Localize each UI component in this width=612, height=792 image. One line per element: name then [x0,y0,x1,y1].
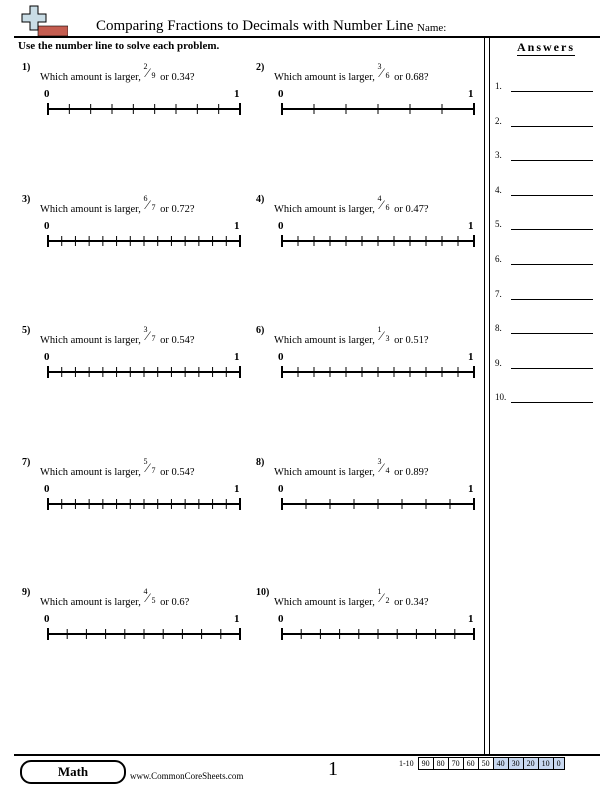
answer-number: 5. [495,219,502,230]
score-cell: 50 [478,758,493,770]
problem-3 [18,194,248,274]
fraction-numerator: 2 [143,62,148,71]
fraction-slash: ⁄ [380,197,383,212]
answer-slot-1 [495,79,595,93]
page-number: 1 [328,758,338,780]
fraction-numerator: 1 [377,325,382,334]
problem-number: 3) [22,194,31,205]
fraction [143,325,157,345]
question-text [40,62,195,83]
number-line-start-label: 0 [44,483,50,495]
answer-line[interactable] [511,333,593,334]
answer-column-divider [484,36,490,754]
header-divider [14,36,600,38]
answer-number: 8. [495,323,502,334]
fraction [143,457,157,477]
question-text [40,194,195,215]
connector-text: or [394,204,403,215]
question-text [274,62,429,83]
fraction-numerator: 1 [377,587,382,596]
fraction [377,325,391,345]
fraction-slash: ⁄ [146,328,149,343]
number-line [46,234,242,250]
number-line-end-label: 1 [234,351,240,363]
number-line [280,102,476,118]
score-cell: 20 [523,758,538,770]
problem-8 [252,457,482,537]
number-line-start-label: 0 [278,351,284,363]
fraction-denominator: 6 [385,203,390,212]
fraction-denominator: 3 [385,334,390,343]
fraction-slash: ⁄ [380,460,383,475]
connector-text: or [160,72,169,83]
fraction-slash: ⁄ [380,590,383,605]
connector-text: or [394,335,403,346]
answers-title: Answers [517,40,575,54]
problem-number: 4) [256,194,265,205]
number-line [46,497,242,513]
answer-line[interactable] [511,126,593,127]
answer-line[interactable] [511,160,593,161]
question-prefix: Which amount is larger, [274,72,375,83]
number-line [46,365,242,381]
answer-slot-8 [495,321,595,335]
question-text [40,325,195,346]
answer-number: 1. [495,81,502,91]
question-prefix: Which amount is larger, [40,335,141,346]
connector-text: or [394,72,403,83]
fraction-slash: ⁄ [380,328,383,343]
answer-slot-2 [495,114,595,128]
connector-text: or [160,467,169,478]
problem-10 [252,587,482,667]
problem-5 [18,325,248,405]
fraction-numerator: 5 [143,457,148,466]
fraction-denominator: 2 [385,596,390,605]
problem-number: 10) [256,587,270,598]
problem-number: 7) [22,457,31,468]
number-line-start-label: 0 [44,220,50,232]
fraction-denominator: 5 [151,596,156,605]
connector-text: or [160,335,169,346]
answer-slot-6 [495,252,595,266]
problem-6 [252,325,482,405]
number-line-start-label: 0 [278,613,284,625]
question-prefix: Which amount is larger, [40,204,141,215]
number-line-start-label: 0 [44,613,50,625]
fraction-slash: ⁄ [146,65,149,80]
fraction [143,62,157,82]
answer-line[interactable] [511,91,593,92]
problem-2 [252,62,482,142]
answer-slot-10 [495,390,595,404]
number-line [280,497,476,513]
number-line-start-label: 0 [278,483,284,495]
site-link[interactable]: www.CommonCoreSheets.com [130,771,244,781]
number-line [46,102,242,118]
connector-text: or [160,204,169,215]
fraction [143,587,157,607]
number-line [280,365,476,381]
answer-number: 7. [495,288,502,299]
question-prefix: Which amount is larger, [40,597,141,608]
fraction-numerator: 3 [377,62,382,71]
score-cell: 70 [448,758,463,770]
fraction-denominator: 9 [151,71,156,80]
fraction-denominator: 7 [151,203,156,212]
answer-number: 4. [495,184,502,195]
number-line-end-label: 1 [468,483,474,495]
decimal-value: 0.51? [405,335,429,346]
score-range: 1-10 [399,759,414,768]
decimal-value: 0.72? [171,204,195,215]
answer-number: 2. [495,115,502,126]
decimal-value: 0.6? [171,597,190,608]
problem-number: 9) [22,587,31,598]
question-prefix: Which amount is larger, [274,467,375,478]
answer-number: 6. [495,254,502,264]
fraction [377,457,391,477]
number-line-end-label: 1 [234,483,240,495]
number-line-end-label: 1 [234,613,240,625]
problem-1 [18,62,248,142]
fraction-numerator: 6 [143,194,148,203]
number-line-start-label: 0 [44,88,50,100]
subject-badge: Math [20,760,126,784]
name-label: Name: [417,22,447,34]
fraction-slash: ⁄ [380,65,383,80]
answer-slot-7 [495,287,595,301]
question-prefix: Which amount is larger, [274,204,375,215]
number-line-end-label: 1 [468,613,474,625]
plus-crayon-logo-icon [18,4,68,38]
fraction [377,62,391,82]
connector-text: or [394,597,403,608]
question-text [40,587,190,608]
decimal-value: 0.68? [405,72,429,83]
number-line [280,234,476,250]
number-line-start-label: 0 [44,351,50,363]
number-line [280,627,476,643]
number-line-end-label: 1 [234,88,240,100]
connector-text: or [160,597,169,608]
answer-slot-9 [495,356,595,370]
decimal-value: 0.89? [405,467,429,478]
answer-line[interactable] [511,402,593,403]
question-prefix: Which amount is larger, [274,597,375,608]
fraction [377,587,391,607]
problem-9 [18,587,248,667]
question-text [274,325,429,346]
page-title: Comparing Fractions to Decimals with Number Line [96,18,414,34]
fraction-slash: ⁄ [146,460,149,475]
number-line-start-label: 0 [278,220,284,232]
answer-line[interactable] [511,264,593,265]
problem-number: 2) [256,62,265,73]
answer-slot-5 [495,217,595,231]
fraction-numerator: 3 [143,325,148,334]
fraction-denominator: 4 [385,466,390,475]
fraction-denominator: 7 [151,466,156,475]
connector-text: or [394,467,403,478]
instructions: Use the number line to solve each problem. [18,40,220,52]
score-cell: 10 [538,758,553,770]
fraction-numerator: 4 [377,194,382,203]
answer-line[interactable] [511,299,593,300]
problem-number: 5) [22,325,31,336]
number-line [46,627,242,643]
score-cell: 0 [553,758,564,770]
decimal-value: 0.47? [405,204,429,215]
fraction-slash: ⁄ [146,590,149,605]
number-line-end-label: 1 [468,351,474,363]
question-prefix: Which amount is larger, [40,72,141,83]
answer-slot-3 [495,148,595,162]
fraction [377,194,391,214]
answer-line[interactable] [511,229,593,230]
problem-number: 6) [256,325,265,336]
question-text [40,457,195,478]
fraction-denominator: 7 [151,334,156,343]
number-line-end-label: 1 [234,220,240,232]
decimal-value: 0.54? [171,335,195,346]
footer-divider [14,754,600,756]
fraction-denominator: 6 [385,71,390,80]
question-text [274,587,429,608]
answer-number: 9. [495,357,502,368]
fraction-numerator: 4 [143,587,148,596]
answer-slot-4 [495,183,595,197]
fraction-numerator: 3 [377,457,382,466]
number-line-end-label: 1 [468,88,474,100]
problem-4 [252,194,482,274]
score-cell: 60 [463,758,478,770]
decimal-value: 0.54? [171,467,195,478]
decimal-value: 0.34? [405,597,429,608]
answer-line[interactable] [511,368,593,369]
problem-number: 8) [256,457,265,468]
score-cell: 40 [493,758,508,770]
answer-number: 10. [495,392,507,403]
score-cell: 90 [418,758,433,770]
fraction [143,194,157,214]
decimal-value: 0.34? [171,72,195,83]
score-table [396,757,565,770]
question-text [274,194,429,215]
problem-number: 1) [22,62,31,73]
score-cell: 30 [508,758,523,770]
question-text [274,457,429,478]
number-line-start-label: 0 [278,88,284,100]
problem-7 [18,457,248,537]
answer-line[interactable] [511,195,593,196]
score-cell: 80 [433,758,448,770]
fraction-slash: ⁄ [146,197,149,212]
answer-number: 3. [495,150,502,161]
question-prefix: Which amount is larger, [40,467,141,478]
number-line-end-label: 1 [468,220,474,232]
question-prefix: Which amount is larger, [274,335,375,346]
